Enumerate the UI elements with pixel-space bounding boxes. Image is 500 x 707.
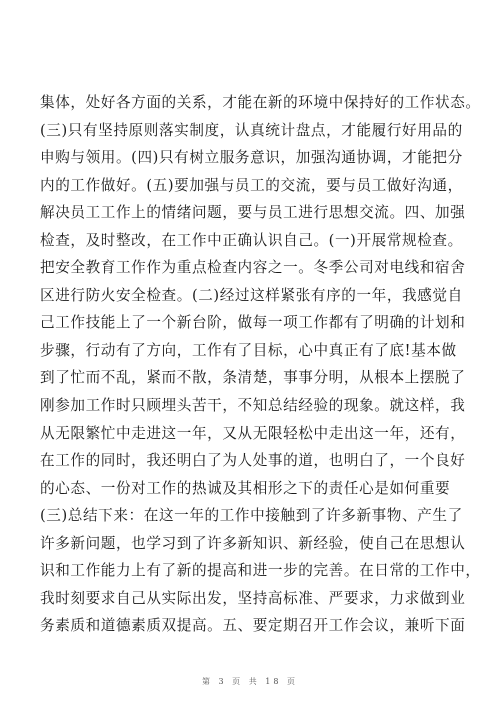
text-line: 到了忙而不乱，紧而不散，条清楚，事事分明，从根本上摆脱了 — [40, 369, 466, 387]
text-line: 我时刻要求自己从实际出发，坚持高标准、严要求，力求做到业 — [40, 589, 466, 607]
text-line: 从无限繁忙中走进这一年，又从无限轻松中走出这一年，还有， — [40, 424, 466, 442]
page-number-footer: 第 3 页 共 18 页 — [202, 677, 298, 686]
text-line: 在工作的同时，我还明白了为人处事的道，也明白了，一个良好 — [40, 452, 466, 470]
text-line: 把安全教育工作作为重点检查内容之一。冬季公司对电线和宿舍 — [40, 259, 466, 277]
text-line: 的心态、一份对工作的热诚及其相形之下的责任心是如何重要 — [40, 479, 451, 497]
text-line: 内的工作做好。(五)要加强与员工的交流，要与员工做好沟通， — [40, 176, 463, 194]
text-line: 申购与领用。(四)只有树立服务意识，加强沟通协调，才能把分 — [40, 149, 463, 167]
text-line: 集体，处好各方面的关系，才能在新的环境中保持好的工作状态。 — [40, 94, 481, 111]
text-line: (三)总结下来：在这一年的工作中接触到了许多新事物、产生了 — [40, 507, 463, 525]
text-line: 许多新问题，也学习到了许多新知识、新经验，使自己在思想认 — [40, 534, 466, 552]
text-line: 识和工作能力上有了新的提高和进一步的完善。在日常的工作中， — [40, 562, 481, 580]
text-line: 区进行防火安全检查。(二)经过这样紧张有序的一年，我感觉自 — [40, 286, 463, 304]
text-line: 解决员工工作上的情绪问题，要与员工进行思想交流。四、加强 — [40, 204, 466, 222]
text-line: 检查，及时整改，在工作中正确认识自己。(一)开展常规检查。 — [40, 231, 463, 249]
text-line: (三)只有坚持原则落实制度，认真统计盘点，才能履行好用品的 — [40, 121, 463, 139]
text-line: 务素质和道德素质双提高。五、要定期召开工作会议，兼听下面 — [40, 617, 466, 635]
text-line: 己工作技能上了一个新台阶，做每一项工作都有了明确的计划和 — [40, 314, 466, 332]
text-line: 刚参加工作时只顾埋头苦干，不知总结经验的现象。就这样，我 — [40, 397, 466, 415]
text-line: 步骤，行动有了方向，工作有了目标，心中真正有了底!基本做 — [40, 341, 457, 359]
body-text — [40, 89, 481, 640]
